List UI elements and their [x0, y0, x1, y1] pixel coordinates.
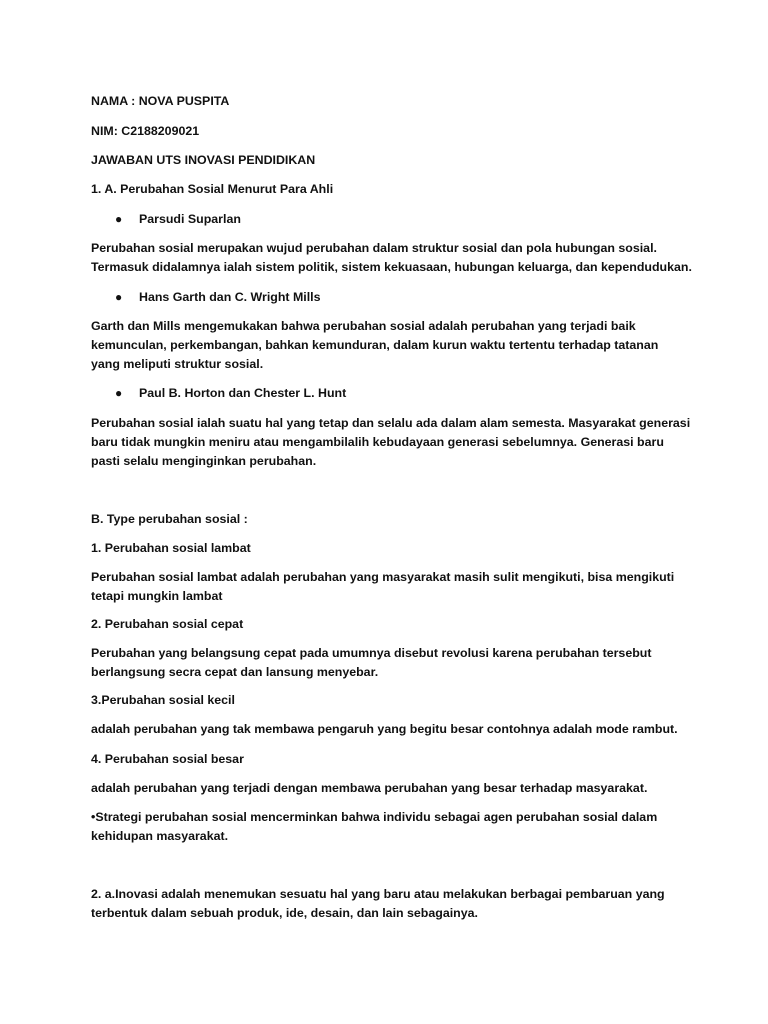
type-title: 4. Perubahan sosial besar — [91, 752, 244, 766]
section-1b-heading: B. Type perubahan sosial : — [91, 512, 248, 526]
expert-paragraph-line: Garth dan Mills mengemukakan bahwa perubahan sosial adalah perubahan yang terjadi baik — [91, 319, 636, 333]
section-2a-line: terbentuk dalam sebuah produk, ide, desain, dan lain sebagainya. — [91, 906, 478, 920]
type-title: 1. Perubahan sosial lambat — [91, 541, 251, 555]
type-paragraph-line: berlangsung secra cepat dan lansung menyebar. — [91, 665, 379, 679]
section-1a-heading: 1. A. Perubahan Sosial Menurut Para Ahli — [91, 182, 334, 196]
expert-paragraph-line: Perubahan sosial merupakan wujud perubahan dalam struktur sosial dan pola hubungan sosial. — [91, 241, 657, 255]
bullet-icon: ● — [115, 212, 123, 226]
expert-name: Paul B. Horton dan Chester L. Hunt — [139, 386, 347, 400]
strategy-paragraph-line: •Strategi perubahan sosial mencerminkan bahwa individu sebagai agen perubahan sosial dalam — [91, 810, 658, 824]
expert-paragraph-line: yang meliputi struktur sosial. — [91, 357, 264, 371]
strategy-paragraph-line: kehidupan masyarakat. — [91, 829, 229, 843]
expert-name: Hans Garth dan C. Wright Mills — [139, 290, 321, 304]
expert-paragraph-line: kemunculan, perkembangan, bahkan kemunduran, dalam kurun waktu tertentu terhadap tatanan — [91, 338, 659, 352]
expert-paragraph-line: pasti selalu menginginkan perubahan. — [91, 454, 317, 468]
bullet-icon: ● — [115, 290, 123, 304]
expert-name: Parsudi Suparlan — [139, 212, 241, 226]
type-paragraph-line: Perubahan yang belangsung cepat pada umumnya disebut revolusi karena perubahan tersebut — [91, 646, 652, 660]
type-paragraph-line: Perubahan sosial lambat adalah perubahan yang masyarakat masih sulit mengikuti, bisa mengikuti — [91, 570, 675, 584]
expert-paragraph-line: baru tidak mungkin meniru atau mengambilalih kebudayaan generasi sebelumnya. Generasi baru — [91, 435, 664, 449]
section-2a-line: 2. a.Inovasi adalah menemukan sesuatu hal yang baru atau melakukan berbagai pembaruan yang — [91, 887, 665, 901]
expert-paragraph-line: Termasuk didalamnya ialah sistem politik, sistem kekuasaan, hubungan keluarga, dan kependudukan. — [91, 260, 692, 274]
document-title: JAWABAN UTS INOVASI PENDIDIKAN — [91, 153, 316, 167]
student-id: NIM: C2188209021 — [91, 124, 200, 138]
type-paragraph-line: tetapi mungkin lambat — [91, 589, 223, 603]
type-paragraph-line: adalah perubahan yang tak membawa pengaruh yang begitu besar contohnya adalah mode rambut. — [91, 722, 678, 736]
type-paragraph-line: adalah perubahan yang terjadi dengan membawa perubahan yang besar terhadap masyarakat. — [91, 781, 648, 795]
student-name: NAMA : NOVA PUSPITA — [91, 94, 230, 108]
type-title: 3.Perubahan sosial kecil — [91, 693, 235, 707]
bullet-icon: ● — [115, 386, 123, 400]
expert-paragraph-line: Perubahan sosial ialah suatu hal yang tetap dan selalu ada dalam alam semesta. Masyarakat generasi — [91, 416, 691, 430]
type-title: 2. Perubahan sosial cepat — [91, 617, 244, 631]
